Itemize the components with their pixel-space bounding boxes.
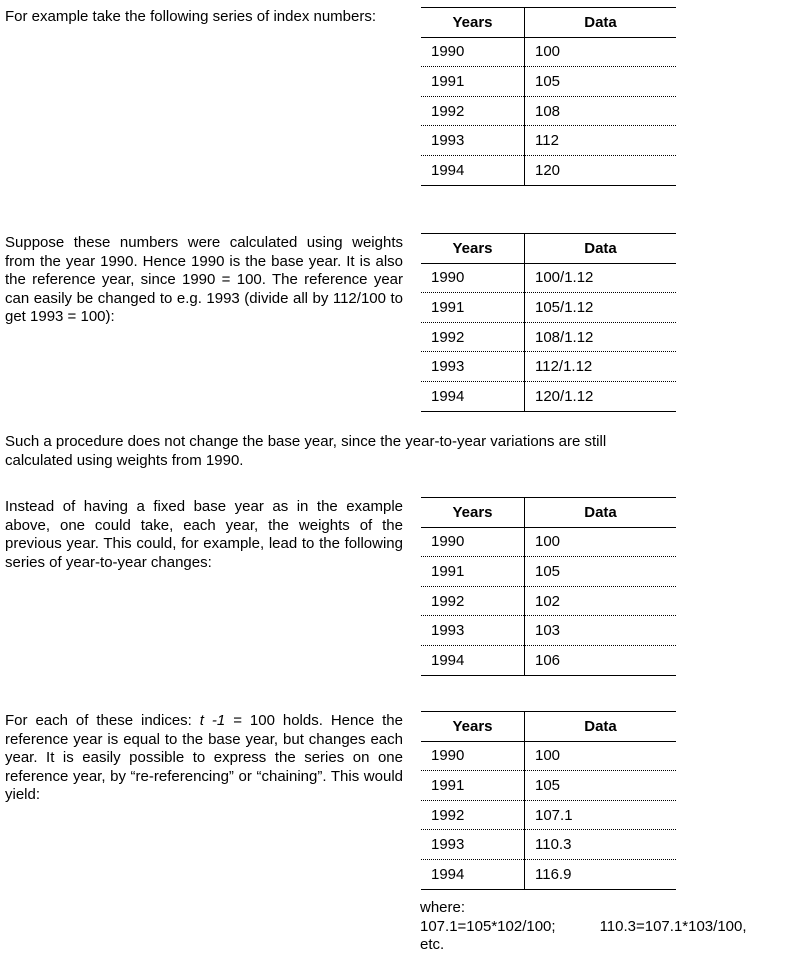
data-cell: 105 <box>525 771 677 801</box>
year-cell: 1990 <box>421 741 525 771</box>
chaining-text-math: t -1 <box>199 712 226 729</box>
year-cell: 1993 <box>421 616 525 646</box>
paragraph-procedure: Such a procedure does not change the base year, since the year-to-year variations are still calculated using weights from 1990. <box>5 433 607 469</box>
year-cell: 1991 <box>421 771 525 801</box>
header-data: Data <box>525 234 677 264</box>
year-cell: 1990 <box>421 37 525 67</box>
table-row <box>421 741 676 771</box>
data-cell: 105 <box>525 557 677 587</box>
data-cell: 106 <box>525 645 677 675</box>
data-cell: 108 <box>525 96 677 126</box>
header-years: Years <box>421 498 525 528</box>
year-cell: 1994 <box>421 155 525 185</box>
table-row <box>421 557 676 587</box>
index-table-2 <box>421 233 676 412</box>
note-formulas <box>420 918 780 937</box>
formula-2: 110.3=107.1*103/100, <box>599 917 747 935</box>
table-row <box>421 352 676 382</box>
year-cell: 1992 <box>421 800 525 830</box>
formula-1: 107.1=105*102/100; <box>420 917 556 935</box>
index-table-3 <box>421 497 676 676</box>
data-cell: 112/1.12 <box>525 352 677 382</box>
table-row <box>421 263 676 293</box>
year-cell: 1991 <box>421 293 525 323</box>
data-cell: 120 <box>525 155 677 185</box>
table-row <box>421 830 676 860</box>
table-row <box>421 126 676 156</box>
table-row <box>421 645 676 675</box>
table-row <box>421 616 676 646</box>
header-data: Data <box>525 8 677 38</box>
data-cell: 112 <box>525 126 677 156</box>
table-row <box>421 381 676 411</box>
paragraph-intro: For example take the following series of index numbers: <box>5 8 377 25</box>
note-where: where: <box>420 899 466 916</box>
header-years: Years <box>421 712 525 742</box>
table-row <box>421 859 676 889</box>
header-data: Data <box>525 712 677 742</box>
paragraph-previous-year: Instead of having a fixed base year as in the example above, one could take, each year, the weights of the previous year. This could, for example, lead to the following series of year-to-year changes: <box>5 498 403 571</box>
table-row <box>421 527 676 557</box>
data-cell: 103 <box>525 616 677 646</box>
table-row <box>421 771 676 801</box>
data-cell: 105 <box>525 67 677 97</box>
year-cell: 1994 <box>421 645 525 675</box>
data-cell: 100 <box>525 527 677 557</box>
data-cell: 100/1.12 <box>525 263 677 293</box>
table-row <box>421 586 676 616</box>
year-cell: 1992 <box>421 322 525 352</box>
paragraph-chaining <box>5 712 403 805</box>
year-cell: 1990 <box>421 263 525 293</box>
data-cell: 116.9 <box>525 859 677 889</box>
year-cell: 1993 <box>421 830 525 860</box>
table-row <box>421 67 676 97</box>
data-cell: 110.3 <box>525 830 677 860</box>
header-data: Data <box>525 498 677 528</box>
year-cell: 1990 <box>421 527 525 557</box>
year-cell: 1992 <box>421 96 525 126</box>
year-cell: 1994 <box>421 381 525 411</box>
year-cell: 1993 <box>421 126 525 156</box>
year-cell: 1993 <box>421 352 525 382</box>
data-cell: 100 <box>525 741 677 771</box>
table-row <box>421 293 676 323</box>
year-cell: 1991 <box>421 67 525 97</box>
data-cell: 105/1.12 <box>525 293 677 323</box>
chaining-text-end: = 100 holds. Hence the reference year is equal to the base year, but changes each year. It is easily possible to express the series on one reference year, by “re-referencing” or “chaining”. This would yield: <box>5 712 403 803</box>
paragraph-base-year: Suppose these numbers were calculated using weights from the year 1990. Hence 1990 is the base year. It is also the reference year, since 1990 = 100. The reference year can easily be changed to e.g. 1993 (divide all by 112/100 to get 1993 = 100): <box>5 234 403 325</box>
data-cell: 108/1.12 <box>525 322 677 352</box>
index-table-1 <box>421 7 676 186</box>
index-table-4 <box>421 711 676 890</box>
year-cell: 1992 <box>421 586 525 616</box>
data-cell: 107.1 <box>525 800 677 830</box>
table-row <box>421 322 676 352</box>
header-years: Years <box>421 8 525 38</box>
chaining-note <box>420 899 780 955</box>
data-cell: 100 <box>525 37 677 67</box>
table-row <box>421 96 676 126</box>
table-row <box>421 800 676 830</box>
table-row <box>421 155 676 185</box>
year-cell: 1994 <box>421 859 525 889</box>
data-cell: 120/1.12 <box>525 381 677 411</box>
header-years: Years <box>421 234 525 264</box>
data-cell: 102 <box>525 586 677 616</box>
note-etc: etc. <box>420 936 445 953</box>
year-cell: 1991 <box>421 557 525 587</box>
chaining-text-start: For each of these indices: <box>5 712 200 729</box>
table-row <box>421 37 676 67</box>
